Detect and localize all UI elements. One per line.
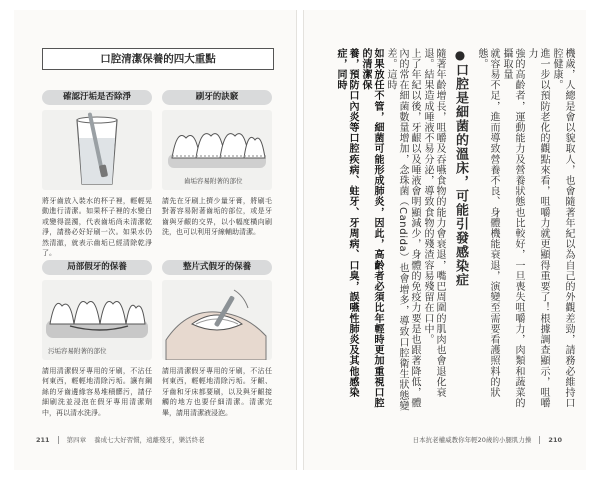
right-page — [304, 10, 586, 470]
panel-check-dirt — [42, 90, 152, 258]
panel-heading: 局部假牙的保養 — [42, 260, 152, 275]
page-number: 210 — [548, 435, 562, 444]
left-page — [14, 10, 296, 470]
glass-toothbrush-illustration — [42, 110, 152, 190]
panel-body-text: 請用清潔假牙專用的牙刷，不沾任何東西，輕輕地清除污垢。牙齦、牙齒和牙床都要刷，以及與牙齦接觸的地方也要仔細清潔。清潔完畢，請用清潔液浸泡。 — [162, 367, 272, 417]
panel-body-text: 請用清潔假牙專用的牙刷，不沾任何東西，輕輕地清除污垢。讓有鋼絲的牙齒邊緣容易堆積髒污，請仔細刷洗並浸泡在假牙專用清潔劑中，再以清水洗淨。 — [42, 367, 152, 417]
glass-icon — [42, 110, 152, 190]
chapter-title: 養成七大好習慣，遠離殘牙，樂活終老 — [94, 436, 205, 444]
panel-heading: 整片式假牙的保養 — [162, 260, 272, 275]
hand-denture-icon — [162, 280, 272, 360]
body-column: 上了年紀以後，牙齦以及唾液會明顯減少，身體的免疫力要是也跟著降低，體內的常在細菌數量增加，念珠菌（Candida）也會增多，導致口腔衛生狀態變差。這時 — [385, 48, 420, 412]
partial-denture-illustration — [42, 280, 152, 360]
intro-column: 機歲，人總是會以貌取人，也會隨著年紀以為自己的外觀差勁，請務必維持口腔健康。 — [551, 48, 574, 409]
panel-caption: 齒垢容易附著的部位 — [184, 177, 243, 185]
book-title: 日本抗老權威教你年輕20歲的小腿肌力操 — [412, 436, 532, 444]
panel-heading: 確認汙垢是否除淨 — [42, 90, 152, 105]
page-number: 211 — [36, 435, 50, 444]
footer-divider — [58, 436, 59, 444]
body-column: 如果放任不管，細菌可能形成肺炎，因此，高齡者必須比年輕時更加重視口腔的清潔保 — [360, 48, 383, 409]
panel-body-text: 請先在牙刷上擠少量牙膏，將刷毛對著容易附著齒垢的部位，或是牙齒與牙齦的交界，以小幅度橫向刷洗，也可以利用牙線輔助清潔。 — [162, 197, 272, 237]
panel-full-denture — [162, 260, 272, 418]
section-heading-text: 口腔是細菌的溫床，可能引發感染症 — [453, 63, 468, 287]
left-footer — [36, 435, 205, 444]
right-footer — [413, 435, 562, 444]
intro-column: 進一步以預防老化的觀點來看，咀嚼力就更顯得重要了！根據調查顯示，咀嚼力 — [526, 48, 549, 409]
full-denture-illustration — [162, 280, 272, 360]
bullet-dot-icon: ● — [453, 48, 467, 63]
panel-body-text: 將牙齒放入裝水的杯子裡，輕輕晃動進行清潔。如果杯子裡的水變白或變得混濁，代表齒垢尚未清潔乾淨，請務必好好刷一次。如果水仍然清澈，就表示齒垢已經清除乾淨了。 — [42, 197, 152, 258]
teeth-illustration — [162, 110, 272, 190]
intro-column: 就容易不足，進而導致營養不良、身體機能衰退，演變至需要看護照料的狀態。 — [476, 48, 499, 398]
page-title-box: 口腔清潔保養的四大重點 — [42, 48, 274, 70]
footer-divider — [539, 436, 540, 444]
intro-column: 強的高齡者，運動能力及營養狀態也比較好，一旦喪失咀嚼力，肉類和蔬菜的攝取量 — [501, 48, 524, 409]
vertical-text-area — [318, 48, 574, 413]
body-column: 養，預防口內炎等口腔疾病、蛀牙、牙周病、口臭，誤嚥性肺炎及其他感染症，同時 — [335, 48, 358, 398]
section-heading — [452, 48, 468, 413]
panel-caption: 污垢容易附著的部位 — [48, 347, 107, 355]
body-column: 隨著年齡增長，咀嚼及吞嚥食物的能力會衰退，嘴巴周圍的肌肉也會退化衰退。結果造成唾液不易分泌，導致食物的殘渣容易殘留在口中。 — [422, 48, 445, 398]
panel-partial-denture — [42, 260, 152, 418]
chapter-label: 第四章 — [66, 436, 87, 444]
panel-heading: 刷牙的訣竅 — [162, 90, 272, 105]
panel-brushing-tips — [162, 90, 272, 238]
